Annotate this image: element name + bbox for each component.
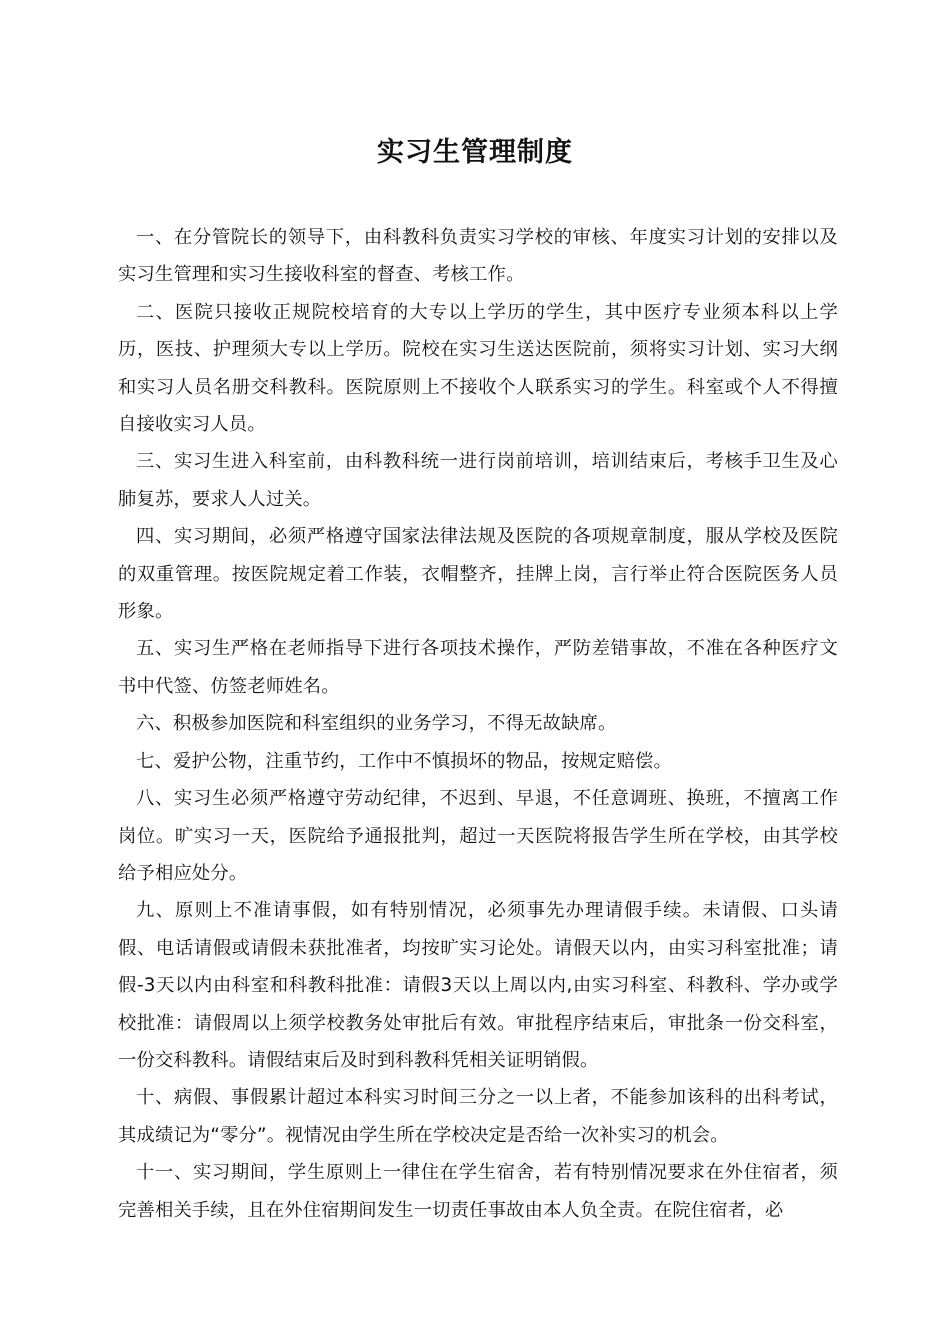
clause-3: 三、实习生进入科室前，由科教科统一进行岗前培训，培训结束后，考核手卫生及心肺复苏，要求人人过关。 <box>118 451 838 510</box>
clause-2: 二、医院只接收正规院校培育的大专以上学历的学生，其中医疗专业须本科以上学历，医技、护理须大专以上学历。院校在实习生送达医院前，须将实习计划、实习大纲和实习人员名册交科教科。医院原则上不接收个人联系实习的学生。科室或个人不得擅自接收实习人员。 <box>118 301 838 436</box>
clause-4: 四、实习期间，必须严格遵守国家法律法规及医院的各项规章制度，服从学校及医院的双重管理。按医院规定着工作装，衣帽整齐，挂牌上岗，言行举止符合医院医务人员形象。 <box>118 526 838 623</box>
clause-1: 一、在分管院长的领导下，由科教科负责实习学校的审核、年度实习计划的安排以及实习生管理和实习生接收科室的督查、考核工作。 <box>118 227 838 286</box>
clause-10: 十、病假、事假累计超过本科实习时间三分之一以上者，不能参加该科的出科考试，其成绩记为“零分”。视情况由学生所在学校决定是否给一次补实习的机会。 <box>118 1087 838 1146</box>
clause-9: 九、原则上不准请事假，如有特别情况，必须事先办理请假手续。未请假、口头请假、电话请假或请假未获批准者，均按旷实习论处。请假天以内，由实习科室批准；请假-3天以内由科室和科教科批准：请假3天以上周以内,由实习科室、科教科、学办或学校批准：请假周以上须学校教务处审批后有效。审批程序结束后，审批条一份交科室，一份交科教科。请假结束后及时到科教科凭相关证明销假。 <box>118 900 838 1071</box>
clause-8: 八、实习生必须严格遵守劳动纪律，不迟到、早退，不任意调班、换班，不擅离工作岗位。旷实习一天，医院给予通报批判，超过一天医院将报告学生所在学校，由其学校给予相应处分。 <box>118 788 838 884</box>
document-title: 实习生管理制度 <box>377 137 573 168</box>
clause-5: 五、实习生严格在老师指导下进行各项技术操作，严防差错事故，不准在各种医疗文书中代签、仿签老师姓名。 <box>118 638 838 697</box>
clause-11: 十一、实习期间，学生原则上一律住在学生宿舍，若有特别情况要求在外住宿者，须完善相关手续，且在外住宿期间发生一切责任事故由本人负全责。在院住宿者，必 <box>118 1162 838 1221</box>
clause-6: 六、积极参加医院和科室组织的业务学习，不得无故缺席。 <box>136 713 617 735</box>
document-body <box>118 219 838 1229</box>
clause-7: 七、爱护公物，注重节约，工作中不慎损坏的物品，按规定赔偿。 <box>136 750 672 772</box>
